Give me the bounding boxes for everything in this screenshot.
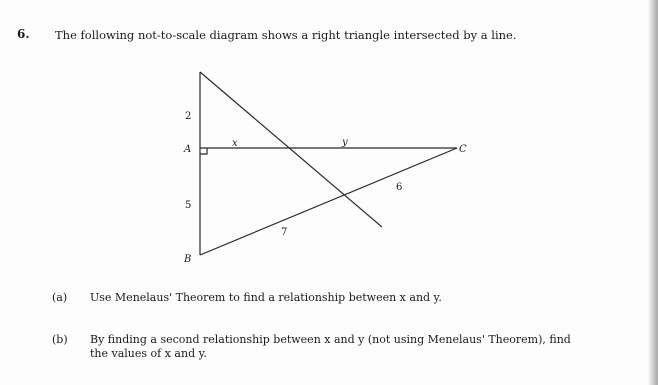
label-six: 6	[396, 182, 403, 193]
part-b-label: (b)	[52, 333, 68, 346]
label-vertex-b: B	[184, 254, 192, 265]
segment-transversal	[200, 72, 382, 227]
label-x: x	[232, 138, 238, 149]
segment-hypotenuse	[200, 148, 457, 255]
label-vertex-a: A	[184, 144, 192, 155]
question-intro: The following not-to-scale diagram shows a right triangle intersected by a line.	[55, 28, 517, 42]
part-b-text-line1: By finding a second relationship between x and y (not using Menelaus' Theorem), find	[90, 333, 571, 346]
label-seven: 7	[281, 227, 288, 238]
part-a-text: Use Menelaus' Theorem to find a relationship between x and y.	[90, 291, 442, 304]
page-edge-shadow	[648, 0, 658, 385]
label-vertex-c: C	[459, 144, 467, 155]
label-two: 2	[185, 111, 192, 122]
right-angle-marker	[200, 148, 207, 154]
label-y: y	[342, 137, 348, 148]
label-five: 5	[185, 200, 192, 211]
part-b-text-line2: the values of x and y.	[90, 347, 207, 360]
part-a-label: (a)	[52, 291, 68, 304]
question-number: 6.	[17, 27, 30, 41]
